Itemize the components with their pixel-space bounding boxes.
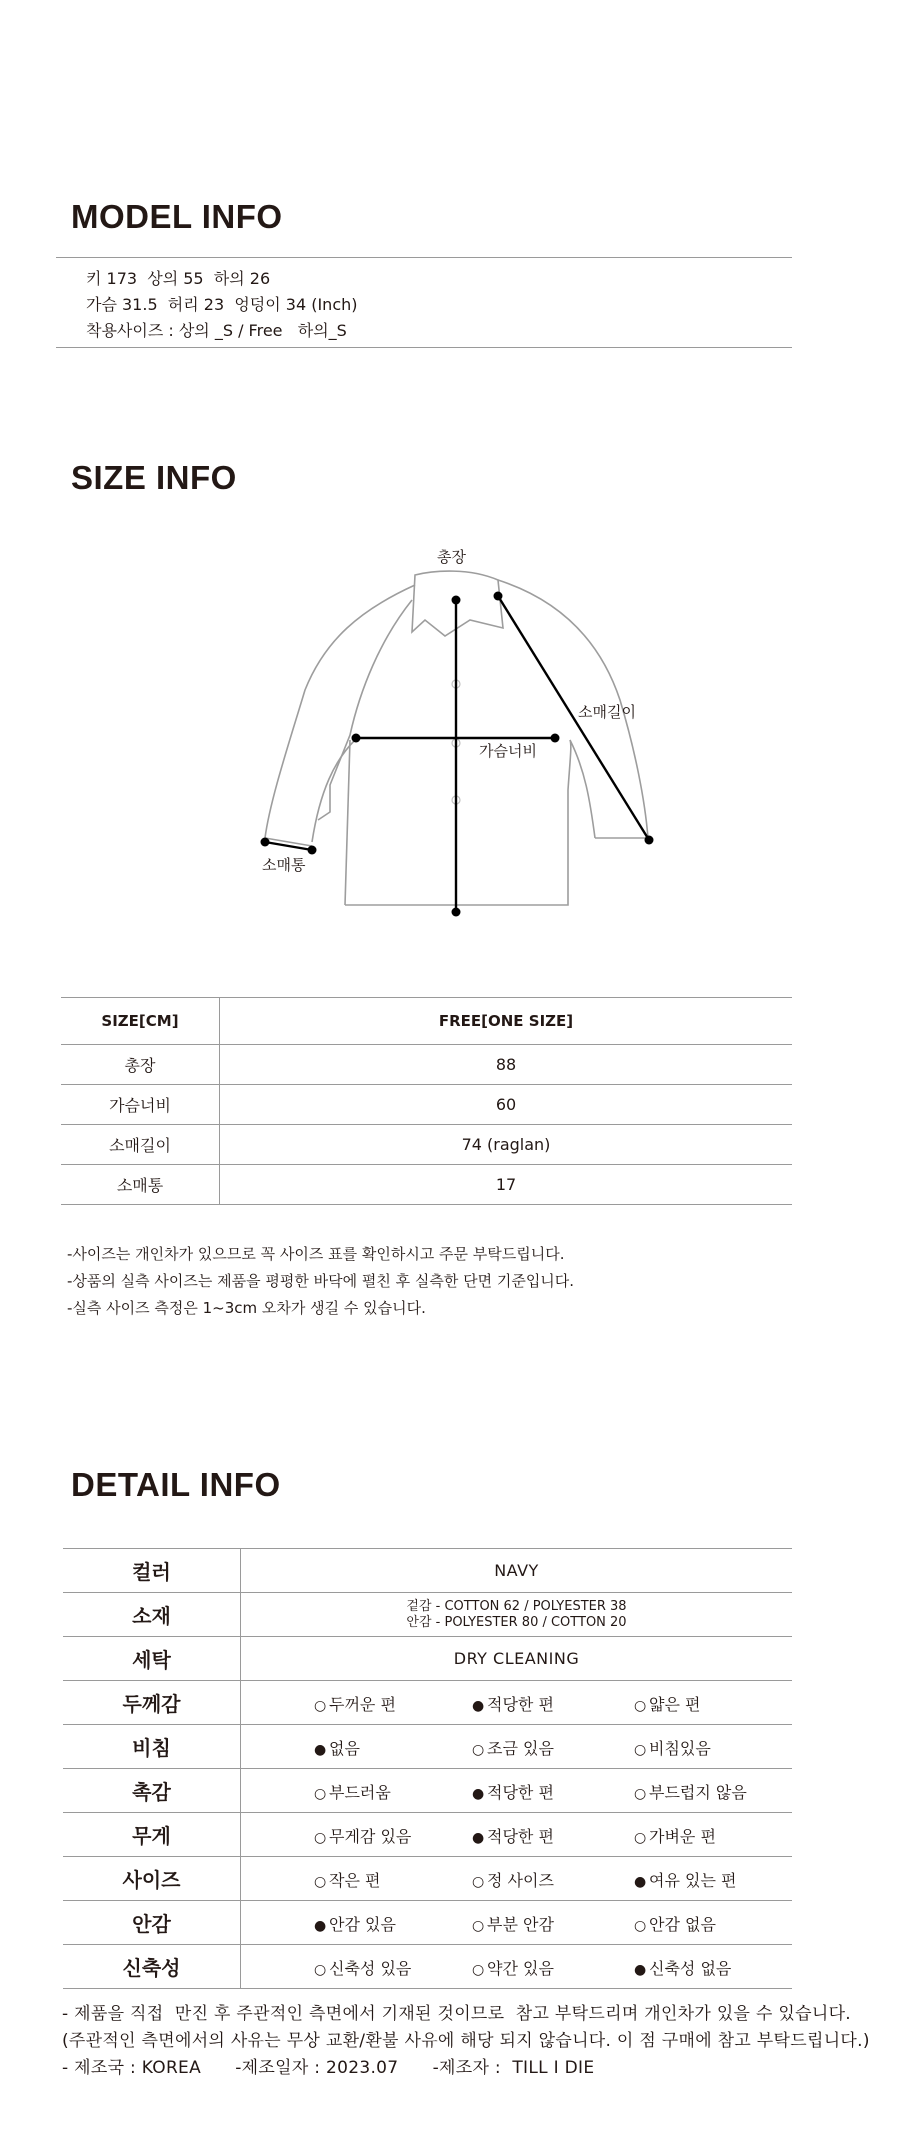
rating-option: [472, 1824, 554, 1847]
body-right-side: [568, 740, 571, 790]
empty-circle-icon: ○: [314, 1962, 327, 1978]
rating-option-label: 얇은 편: [649, 1695, 701, 1714]
rating-option: [472, 1912, 554, 1935]
filled-circle-icon: ●: [472, 1830, 485, 1846]
empty-circle-icon: ○: [314, 1830, 327, 1846]
empty-circle-icon: ○: [472, 1918, 485, 1934]
filled-circle-icon: ●: [314, 1742, 327, 1758]
rating-option: [314, 1868, 380, 1891]
rating-option-label: 부드럽지 않음: [649, 1783, 747, 1802]
detail-label: 촉감: [63, 1769, 241, 1813]
rating-option: [314, 1956, 411, 1979]
rating-option: [472, 1736, 554, 1759]
detail-table: [63, 1548, 792, 1989]
empty-circle-icon: ○: [634, 1742, 647, 1758]
rating-option-label: 적당한 편: [487, 1827, 554, 1846]
footer-line: - 제품을 직접 만진 후 주관적인 측면에서 기재된 것이므로 참고 부탁드리며 개인차가 있을 수 있습니다.: [62, 2004, 851, 2024]
size-row-value: 74 (raglan): [220, 1125, 793, 1165]
rating-options: [241, 1725, 792, 1768]
model-info-title: MODEL INFO: [71, 198, 283, 235]
rating-options: [241, 1857, 792, 1900]
size-header-unit: SIZE[CM]: [61, 998, 220, 1045]
empty-circle-icon: ○: [634, 1918, 647, 1934]
empty-circle-icon: ○: [314, 1698, 327, 1714]
rating-option-label: 적당한 편: [487, 1783, 554, 1802]
rating-option: [634, 1780, 747, 1803]
size-row-value: 88: [220, 1045, 793, 1085]
material-outer: 겉감 - COTTON 62 / POLYESTER 38: [406, 1598, 627, 1614]
label-cuff: 소매통: [262, 856, 306, 874]
detail-label: 사이즈: [63, 1857, 241, 1901]
right-sleeve-inner: [570, 740, 595, 838]
detail-options-cell: [241, 1725, 793, 1769]
size-note: -상품의 실측 사이즈는 제품을 평평한 바닥에 펼친 후 실측한 단면 기준입니다.: [67, 1272, 575, 1290]
detail-options-cell: [241, 1901, 793, 1945]
empty-circle-icon: ○: [314, 1786, 327, 1802]
size-notes: [67, 1241, 574, 1322]
rating-option: [634, 1956, 731, 1979]
model-line-measure: 가슴 31.5 허리 23 엉덩이 34 (Inch): [86, 295, 358, 314]
footer-line: - 제조국 : KOREA -제조일자 : 2023.07 -제조자 : TILL I DIE: [62, 2058, 595, 2078]
size-row-value: 60: [220, 1085, 793, 1125]
rating-option: [472, 1868, 554, 1891]
divider: [56, 347, 792, 348]
size-note: -사이즈는 개인차가 있으므로 꼭 사이즈 표를 확인하시고 주문 부탁드립니다.: [67, 1245, 565, 1263]
table-row: [61, 1045, 792, 1085]
table-row: [63, 1681, 792, 1725]
rating-option-label: 약간 있음: [487, 1959, 554, 1978]
cuff-measure-line: [265, 842, 312, 850]
table-row: [63, 1637, 792, 1681]
footer-notes: [62, 2001, 870, 2082]
detail-options-cell: [241, 1813, 793, 1857]
detail-label-material: 소재: [63, 1593, 241, 1637]
detail-value-washing: DRY CLEANING: [241, 1637, 793, 1681]
size-info-title: SIZE INFO: [71, 459, 237, 496]
rating-option-label: 없음: [329, 1739, 360, 1758]
rating-options: [241, 1945, 792, 1988]
model-line-body: 키 173 상의 55 하의 26: [86, 269, 271, 288]
footer-line: (주관적인 측면에서의 사유는 무상 교환/환불 사유에 해당 되지 않습니다. 이 점 구매에 참고 부탁드립니다.): [62, 2031, 870, 2051]
detail-label: 무게: [63, 1813, 241, 1857]
rating-option: [314, 1780, 391, 1803]
empty-circle-icon: ○: [314, 1874, 327, 1890]
detail-value-material: [241, 1593, 793, 1637]
size-note: -실측 사이즈 측정은 1~3cm 오차가 생길 수 있습니다.: [67, 1299, 426, 1317]
rating-option-label: 안감 있음: [329, 1915, 396, 1934]
rating-option: [472, 1692, 554, 1715]
rating-option-label: 작은 편: [329, 1871, 381, 1890]
detail-value-color: NAVY: [241, 1549, 793, 1593]
detail-label-washing: 세탁: [63, 1637, 241, 1681]
detail-label: 두께감: [63, 1681, 241, 1725]
table-row: [63, 1901, 792, 1945]
rating-option-label: 두꺼운 편: [329, 1695, 396, 1714]
material-lining: 안감 - POLYESTER 80 / COTTON 20: [406, 1614, 627, 1630]
empty-circle-icon: ○: [472, 1962, 485, 1978]
rating-option: [472, 1780, 554, 1803]
rating-option-label: 부드러움: [329, 1783, 391, 1802]
rating-option: [314, 1692, 396, 1715]
rating-option-label: 가벼운 편: [649, 1827, 716, 1846]
detail-label: 비침: [63, 1725, 241, 1769]
filled-circle-icon: ●: [314, 1918, 327, 1934]
body-left-side: [345, 740, 350, 905]
rating-option-label: 정 사이즈: [487, 1871, 554, 1890]
rating-option-label: 안감 없음: [649, 1915, 716, 1934]
rating-option: [314, 1912, 396, 1935]
filled-circle-icon: ●: [634, 1962, 647, 1978]
rating-option: [634, 1692, 700, 1715]
filled-circle-icon: ●: [634, 1874, 647, 1890]
rating-options: [241, 1901, 792, 1944]
divider: [56, 257, 792, 258]
body-left-outline: [318, 600, 412, 820]
size-row-value: 17: [220, 1165, 793, 1205]
table-row: [63, 1945, 792, 1989]
rating-option-label: 신축성 있음: [329, 1959, 412, 1978]
rating-option-label: 여유 있는 편: [649, 1871, 737, 1890]
empty-circle-icon: ○: [634, 1786, 647, 1802]
size-row-label: 가슴너비: [61, 1085, 220, 1125]
size-header-free: FREE[ONE SIZE]: [220, 998, 793, 1045]
size-row-label: 총장: [61, 1045, 220, 1085]
table-row: [63, 1593, 792, 1637]
detail-options-cell: [241, 1681, 793, 1725]
label-sleeve-length: 소매길이: [578, 703, 636, 721]
rating-options: [241, 1813, 792, 1856]
detail-label: 안감: [63, 1901, 241, 1945]
model-line-wear-size: 착용사이즈 : 상의 _S / Free 하의_S: [86, 321, 347, 340]
left-sleeve-outer: [265, 585, 415, 838]
empty-circle-icon: ○: [472, 1874, 485, 1890]
rating-option: [634, 1824, 716, 1847]
size-row-label: 소매통: [61, 1165, 220, 1205]
rating-options: [241, 1681, 792, 1724]
empty-circle-icon: ○: [472, 1742, 485, 1758]
table-row: [63, 1857, 792, 1901]
rating-options: [241, 1769, 792, 1812]
detail-info-title: DETAIL INFO: [71, 1466, 281, 1503]
rating-option-label: 신축성 없음: [649, 1959, 732, 1978]
rating-option: [634, 1868, 736, 1891]
detail-options-cell: [241, 1769, 793, 1813]
table-row: [61, 1165, 792, 1205]
table-row: [63, 1813, 792, 1857]
label-chest: 가슴너비: [479, 742, 537, 760]
rating-option: [634, 1912, 716, 1935]
rating-option-label: 비침있음: [649, 1739, 711, 1758]
label-length: 총장: [437, 548, 466, 566]
rating-option-label: 무게감 있음: [329, 1827, 412, 1846]
rating-option-label: 적당한 편: [487, 1695, 554, 1714]
rating-option: [314, 1736, 360, 1759]
table-row: [63, 1769, 792, 1813]
table-row: [61, 1125, 792, 1165]
size-table: [61, 997, 792, 1205]
empty-circle-icon: ○: [634, 1830, 647, 1846]
detail-options-cell: [241, 1857, 793, 1901]
rating-option-label: 조금 있음: [487, 1739, 554, 1758]
detail-label-color: 컬러: [63, 1549, 241, 1593]
table-row: [63, 1549, 792, 1593]
size-row-label: 소매길이: [61, 1125, 220, 1165]
empty-circle-icon: ○: [634, 1698, 647, 1714]
table-row: [63, 1725, 792, 1769]
detail-options-cell: [241, 1945, 793, 1989]
rating-option: [472, 1956, 554, 1979]
detail-label: 신축성: [63, 1945, 241, 1989]
size-table-header: [61, 998, 792, 1045]
filled-circle-icon: ●: [472, 1698, 485, 1714]
garment-diagram: [0, 530, 900, 930]
rating-option: [314, 1824, 411, 1847]
table-row: [61, 1085, 792, 1125]
rating-option: [634, 1736, 711, 1759]
filled-circle-icon: ●: [472, 1786, 485, 1802]
rating-option-label: 부분 안감: [487, 1915, 554, 1934]
